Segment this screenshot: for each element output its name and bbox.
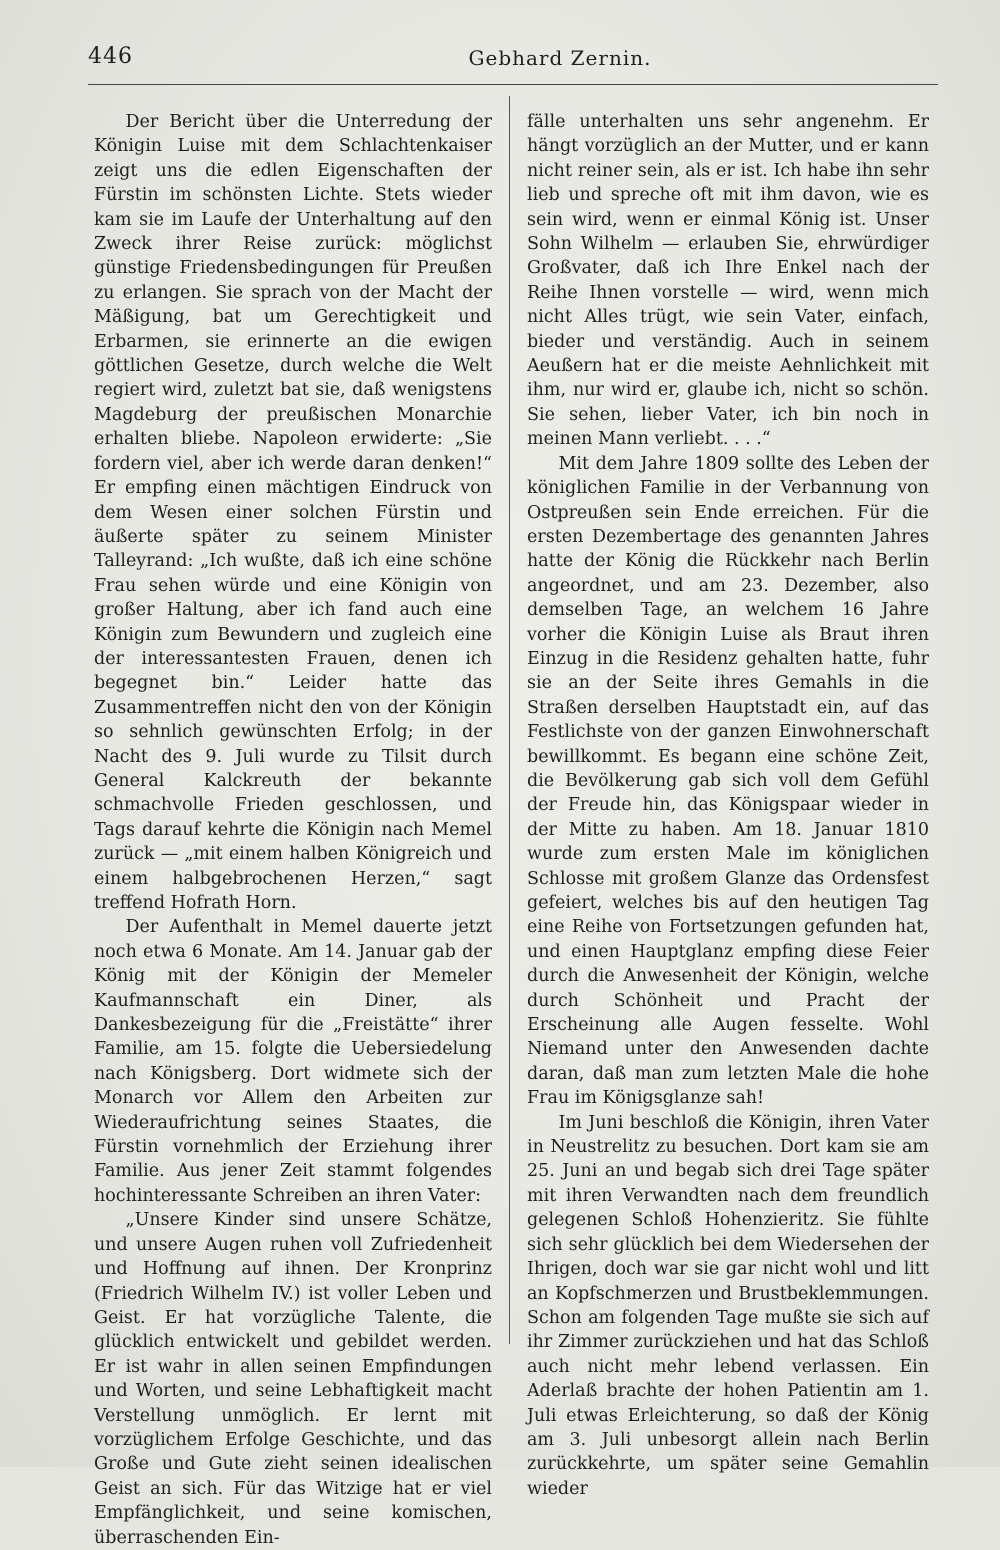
paragraph-napoleon-meeting: Der Bericht über die Unterredung der Königin Luise mit dem Schlachtenkaiser zeigt uns die edlen Eigenschaften der Fürstin im schönsten Lichte. Stets wieder kam sie im Laufe der Unterhaltung auf den Zweck ihrer Reise zurück: möglichst günstige Friedensbedingungen für Preußen zu erlangen. Sie sprach von der Macht der Mäßigung, bat um Gerechtigkeit und Erbarmen, sie erinnerte an die ewigen göttlichen Gesetze, durch welche die Welt regiert wird, zuletzt bat sie, daß wenigstens Magdeburg der preußischen Monarchie erhalten bliebe. Napoleon erwiderte: „Sie fordern viel, aber ich werde daran denken!“ Er empfing einen mächtigen Eindruck von dem Wesen einer solchen Fürstin und äußerte später zu seinem Minister Talleyrand: „Ich wußte, daß ich eine schöne Frau sehen würde und eine Königin von großer Haltung, aber ich fand auch eine Königin zum Bewundern und zugleich eine der interessantesten Frauen, denen ich begegnet bin.“ Leider hatte das Zusammentreffen nicht den von der Königin so sehnlich gewünschten Erfolg; in der Nacht des 9. Juli wurde zu Tilsit durch General Kalckreuth der bekannte schmachvolle Frieden geschlossen, und Tags darauf kehrte die Königin nach Memel zurück — „mit einem halben Königreich und einem halbgebrochenen Herzen,“ sagt treffend Hofrath Horn. [94,112,492,913]
paragraph-return-to-berlin: Mit dem Jahre 1809 sollte des Leben der königlichen Familie in der Verbannung von Ostpreußen sein Ende erreichen. Für die ersten Dezembertage des genannten Jahres hatte der König die Rückkehr nach Berlin angeordnet, und am 23. Dezember, also demselben Tage, an welchem 16 Jahre vorher die Königin Luise als Braut ihren Einzug in die Residenz gehalten hatte, fuhr sie an der Seite ihres Gemahls in die Straßen derselben Hauptstadt ein, auf das Festlichste von der ganzen Einwohnerschaft bewillkommt. Es begann eine schöne Zeit, die Bevölkerung gab sich voll dem Gefühl der Freude hin, das Königspaar wieder in der Mitte zu haben. Am 18. Januar 1810 wurde zum ersten Male im königlichen Schlosse mit großem Glanze das Ordensfest gefeiert, welches bis auf den heutigen Tag eine Reihe von Fortsetzungen gefunden hat, und einen Hauptglanz empfing diese Feier durch die Anwesenheit der Königin, welche durch Schönheit und Pracht der Erscheinung alle Augen fesselte. Wohl Niemand unter den Anwesenden dachte daran, daß man zum letzten Male die hohe Frau im Königsglanze sah! [527,453,929,1109]
paragraph-hohenzieritz: Im Juni beschloß die Königin, ihren Vater in Neustrelitz zu besuchen. Dort kam sie am 25. Juni an und begab sich drei Tage später mit ihren Verwandten nach dem freundlich gelegenen Schloß Hohenzieritz. Sie fühlte sich sehr glücklich bei dem Wiedersehen der Ihrigen, doch war sie gar nicht wohl und litt an Kopfschmerzen und Brustbeklemmungen. Schon am folgenden Tage mußte sie sich auf ihr Zimmer zurückziehen und hat das Schloß auch nicht mehr lebend verlassen. Ein Aderlaß brachte der hohen Patientin am 1. Juli etwas Erleichterung, so daß der König am 3. Juli unbesorgt allein nach Berlin zurückkehrte, um später seine Gemahlin wieder [527,1112,929,1499]
header-rule [88,84,938,85]
paragraph-memel-stay: Der Aufenthalt in Memel dauerte jetzt noch etwa 6 Monate. Am 14. Januar gab der König mit der Königin der Memeler Kaufmannschaft ein Diner, als Dankesbezeigung für die „Freistätte“ ihrer Familie, am 15. folgte die Uebersiedelung nach Königsberg. Dort widmete sich der Monarch vor Allem den Arbeiten zur Wiederaufrichtung seines Staates, die Fürstin vornehmlich der Erziehung ihrer Familie. Aus jener Zeit stammt folgendes hochinteressante Schreiben an ihren Vater: [94,917,492,1206]
paragraph-letter-continued: fälle unterhalten uns sehr angenehm. Er hängt vorzüglich an der Mutter, und er kann nicht reiner sein, als er ist. Ich habe ihn sehr lieb und spreche oft mit ihm davon, wie es sein wird, wenn er einmal König ist. Unser Sohn Wilhelm — erlauben Sie, ehrwürdiger Großvater, daß ich Ihre Enkel nach der Reihe Ihnen vorstelle — wird, wenn mich nicht Alles trügt, wie sein Vater, einfach, bieder und verständig. Auch in seinem Aeußern hat er die meiste Aehnlichkeit mit ihm, nur wird er, glaube ich, nicht so schön. Sie sehen, lieber Vater, ich bin noch in meinen Mann verliebt. . . .“ [527,112,929,450]
paragraph-letter-to-father: „Unsere Kinder sind unsere Schätze, und unsere Augen ruhen voll Zufriedenheit und Hoffnung auf ihnen. Der Kronprinz (Friedrich Wilhelm IV.) ist voller Leben und Geist. Er hat vorzügliche Talente, die glücklich entwickelt und gebildet werden. Er ist wahr in allen seinen Empfindungen und Worten, und seine Lebhaftigkeit macht Verstellung unmöglich. Er lernt mit vorzüglichem Erfolge Geschichte, und das Große und Gute zieht seinen idealischen Geist an sich. Für das Witzige hat er viel Empfänglichkeit, und seine komischen, überraschenden Ein- [94,1210,492,1548]
running-head: Gebhard Zernin. [468,46,652,70]
column-divider [509,96,510,1344]
page-number: 446 [88,44,133,69]
left-column [94,110,492,1550]
right-column [527,110,929,1501]
